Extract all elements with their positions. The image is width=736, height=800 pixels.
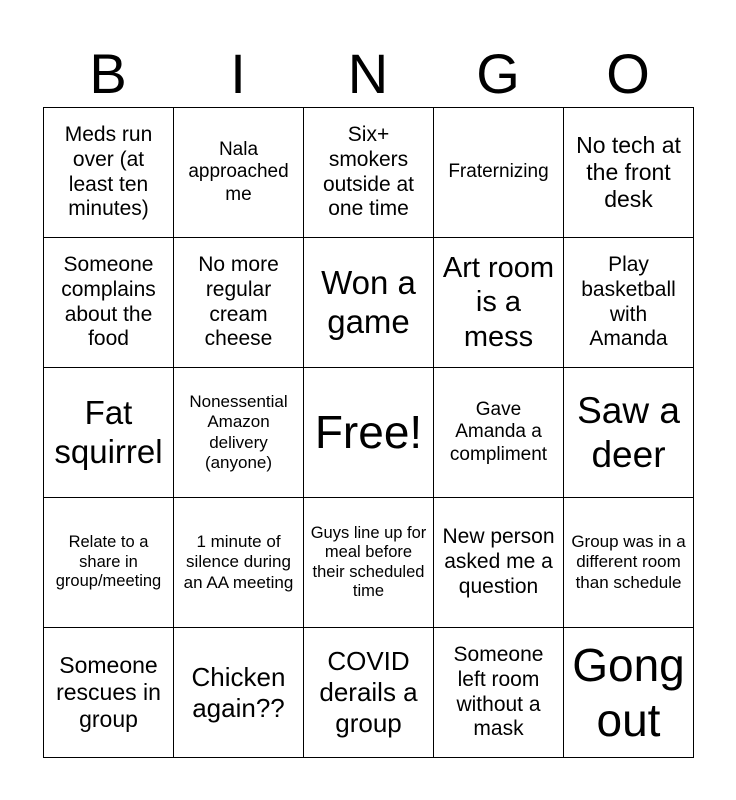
header-letter-i: I (230, 42, 246, 105)
bingo-cell[interactable]: Relate to a share in group/meeting (44, 498, 174, 628)
header-letter-n: N (347, 42, 389, 105)
bingo-cell[interactable]: No more regular cream cheese (174, 238, 304, 368)
free-space[interactable]: Free! (304, 368, 434, 498)
bingo-cell[interactable]: New person asked me a question (434, 498, 564, 628)
bingo-cell[interactable]: Someone complains about the food (44, 238, 174, 368)
board-row (44, 368, 694, 498)
bingo-cell[interactable]: COVID derails a group (304, 628, 434, 758)
bingo-cell[interactable]: Gave Amanda a compliment (434, 368, 564, 498)
bingo-cell[interactable]: Art room is a mess (434, 238, 564, 368)
board-row (44, 498, 694, 628)
header-letter-g: G (476, 42, 520, 105)
bingo-cell[interactable]: Six+ smokers outside at one time (304, 108, 434, 238)
bingo-cell[interactable]: Someone left room without a mask (434, 628, 564, 758)
bingo-cell[interactable]: Group was in a different room than schedule (564, 498, 694, 628)
bingo-cell[interactable]: Saw a deer (564, 368, 694, 498)
board-row (44, 238, 694, 368)
bingo-cell[interactable]: Play basketball with Amanda (564, 238, 694, 368)
bingo-cell[interactable]: Meds run over (at least ten minutes) (44, 108, 174, 238)
board-row (44, 108, 694, 238)
bingo-cell[interactable]: Someone rescues in group (44, 628, 174, 758)
bingo-cell[interactable]: Fraternizing (434, 108, 564, 238)
bingo-board (43, 107, 694, 758)
bingo-cell[interactable]: Chicken again?? (174, 628, 304, 758)
bingo-cell[interactable]: Gong out (564, 628, 694, 758)
header-letter-o: O (606, 42, 650, 105)
bingo-cell[interactable]: Guys line up for meal before their scheduled time (304, 498, 434, 628)
board-row (44, 628, 694, 758)
bingo-header (43, 40, 693, 108)
bingo-cell[interactable]: Nonessential Amazon delivery (anyone) (174, 368, 304, 498)
bingo-cell[interactable]: Nala approached me (174, 108, 304, 238)
bingo-cell[interactable]: No tech at the front desk (564, 108, 694, 238)
bingo-cell[interactable]: 1 minute of silence during an AA meeting (174, 498, 304, 628)
header-letter-b: B (89, 42, 127, 105)
bingo-cell[interactable]: Won a game (304, 238, 434, 368)
bingo-cell[interactable]: Fat squirrel (44, 368, 174, 498)
